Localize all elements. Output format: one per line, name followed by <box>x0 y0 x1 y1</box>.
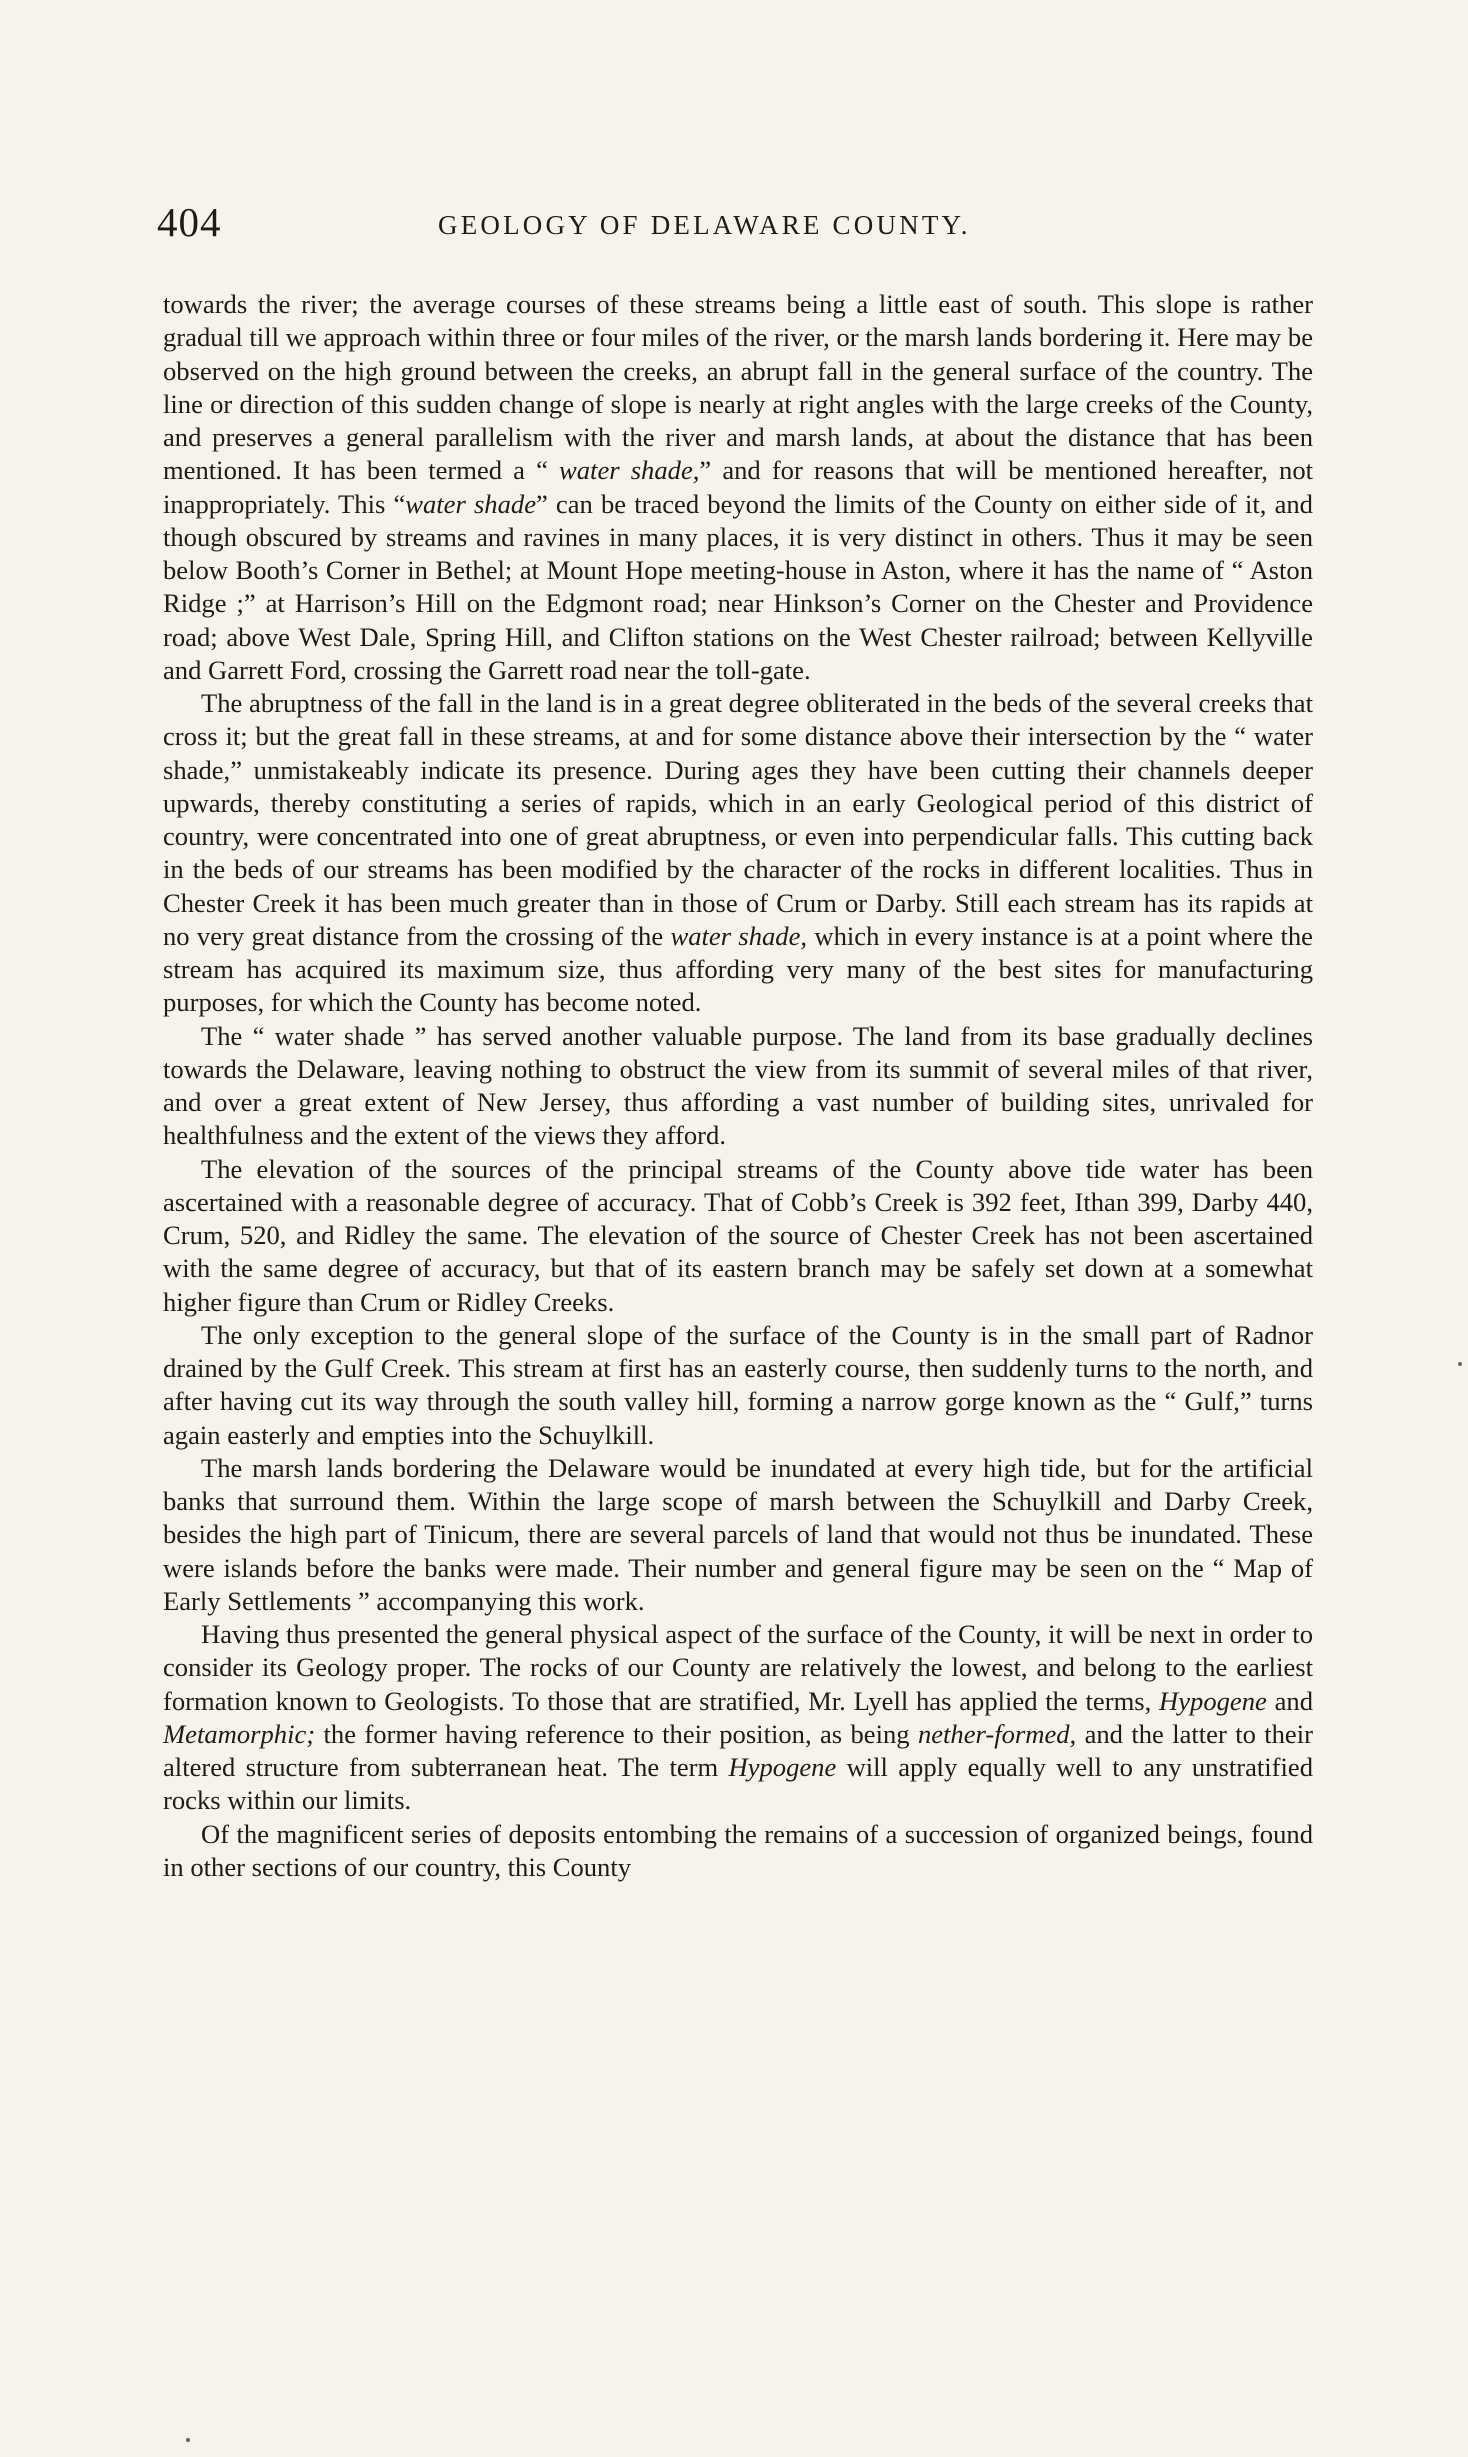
scan-speck <box>186 2438 190 2442</box>
paragraph: The elevation of the sources of the principal streams of the County above tide water has been ascertained with a reasonable degree of accuracy. That of Cobb’s Creek is 392 feet, Ithan 399, Darby 440, Crum, 520, and Ridley the same. The elevation of the source of Chester Creek has not been ascertained with the same degree of accuracy, but that of its eastern branch may be safely set down at a somewhat higher figure than Crum or Ridley Creeks. <box>163 1153 1313 1317</box>
paragraph: The abruptness of the fall in the land is in a great degree obliterated in the beds of the several creeks that cross it; but the great fall in these streams, at and for some distance above their intersection by the “ water shade,” unmistakeably indicate its presence. During ages they have been cutting their channels deeper upwards, thereby constituting a series of rapids, which in an early Geological period of this district of country, were concentrated into one of great abruptness, or even into perpendicular falls. This cutting back in the beds of our streams has been modified by the character of the rocks in different localities. Thus in Chester Creek it has been much greater than in those of Crum or Darby. Still each stream has its rapids at no very great distance from the crossing of the water shade, which in every instance is at a point where the stream has acquired its maximum size, thus affording very many of the best sites for manufacturing purposes, for which the County has become noted. <box>163 688 1313 1018</box>
page-number: 404 <box>157 199 222 245</box>
paragraph: The “ water shade ” has served another valuable purpose. The land from its base gradually declines towards the Delaware, leaving nothing to obstruct the view from its summit of several miles of that river, and over a great extent of New Jersey, thus affording a vast number of building sites, unrivaled for healthfulness and the extent of the views they afford. <box>163 1020 1313 1151</box>
paragraph: Having thus presented the general physical aspect of the surface of the County, it will be next in order to consider its Geology proper. The rocks of our County are relatively the lowest, and belong to the earliest formation known to Geologists. To those that are stratified, Mr. Lyell has applied the terms, Hypogene and Metamorphic; the former having reference to their position, as being nether-formed, and the latter to their altered structure from subterranean heat. The term Hypogene will apply equally well to any unstratified rocks within our limits. <box>163 1619 1314 1816</box>
paragraph: The only exception to the general slope of the surface of the County is in the small part of Radnor drained by the Gulf Creek. This stream at first has an easterly course, then suddenly turns to the north, and after having cut its way through the south valley hill, forming a narrow gorge known as the “ Gulf,” turns again easterly and empties into the Schuylkill. <box>163 1319 1313 1450</box>
scan-speck <box>1458 1362 1462 1366</box>
paragraph: towards the river; the average courses of these streams being a little east of south. This slope is rather gradual till we approach within three or four miles of the river, or the marsh lands bordering it. Here may be observed on the high ground between the creeks, an abrupt fall in the general surface of the country. The line or direction of this sudden change of slope is nearly at right angles with the large creeks of the County, and preserves a general parallelism with the river and marsh lands, at about the distance that has been mentioned. It has been termed a “ water shade,” and for reasons that will be mentioned hereafter, not inappropriately. This “water shade” can be traced beyond the limits of the County on either side of it, and though obscured by streams and ravines in many places, it is very distinct in others. Thus it may be seen below Booth’s Corner in Bethel; at Mount Hope meeting-house in Aston, where it has the name of “ Aston Ridge ;” at Harrison’s Hill on the Edgmont road; near Hinkson’s Corner on the Chester and Providence road; above West Dale, Spring Hill, and Clifton stations on the West Chester railroad; between Kellyville and Garrett Ford, crossing the Garrett road near the toll-gate. <box>163 289 1313 685</box>
paragraph: The marsh lands bordering the Delaware would be inundated at every high tide, but for the artificial banks that surround them. Within the large scope of marsh between the Schuylkill and Darby Creek, besides the high part of Tinicum, there are several parcels of land that would not thus be inundated. These were islands before the banks were made. Their number and general figure may be seen on the “ Map of Early Settlements ” accompanying this work. <box>163 1452 1313 1616</box>
body-text <box>163 288 1313 1884</box>
running-head: GEOLOGY OF DELAWARE COUNTY. <box>438 210 971 240</box>
paragraph: Of the magnificent series of deposits entombing the remains of a succession of organized beings, found in other sections of our country, this County <box>163 1818 1313 1882</box>
